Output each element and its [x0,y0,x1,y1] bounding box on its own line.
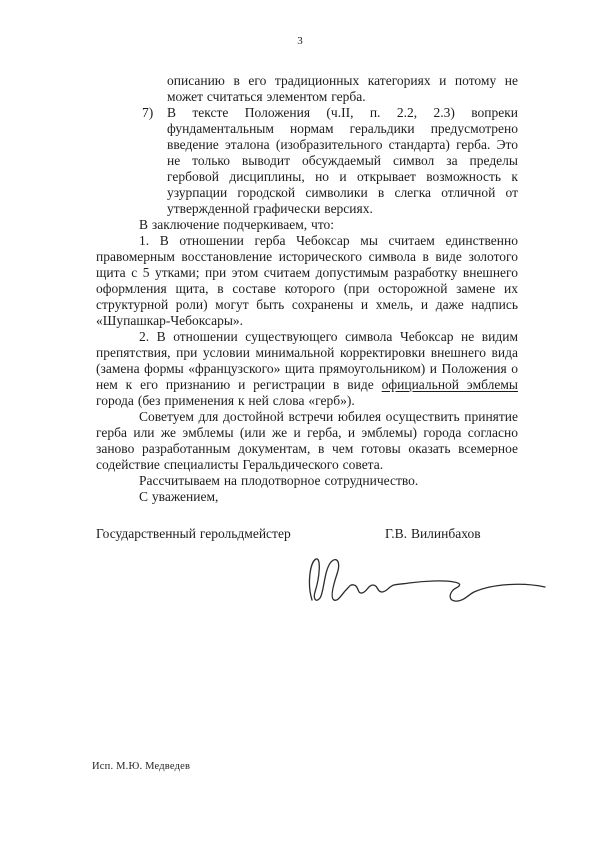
paragraph-2-before: 2. В отношении существующего символа Чебоксар не видим препятствия, при условии минимальной корректировки внешнего вида (замена формы «французского» щита прямоугольником) и Положения о нем к его признанию и регистрации в виде [96,329,518,392]
underlined-phrase: официальной эмблемы [381,377,518,392]
footer-executor: Исп. М.Ю. Медведев [92,761,191,772]
signature-title: Государственный герольдмейстер [96,526,291,541]
list-item-7-text: В тексте Положения (ч.II, п. 2.2, 2.3) вопреки фундаментальным нормам геральдики предусмотрено введение эталона (изобразительного стандарта) герба. Это не только выводит обсуждаемый символ за пределы гербовой дисциплины, но и открывает возможность к узурпации городской символики в слегка отличной от утвержденной графически версиях. [167,105,518,216]
handwritten-signature-image [304,554,549,606]
signature-stroke [309,559,545,601]
paragraph-2-after: города (без применения к ней слова «герб»). [96,393,355,408]
letter-body [96,73,518,542]
list-item-7 [142,105,518,217]
page-number: 3 [297,35,303,47]
list-item-6-continuation: описанию в его традиционных категориях и потому не может считаться элементом герба. [167,73,518,104]
paragraph-2 [96,329,518,409]
paragraph-3: Советуем для достойной встречи юбилея осуществить принятие герба или же эмблемы (или же и герба, и эмблемы) города согласно заново разработанным документам, в чем готовы оказать всемерное содействие специалисты Геральдического совета. [96,409,518,472]
signature-name: Г.В. Вилинбахов [385,526,481,541]
list-item-7-marker: 7) [142,105,154,120]
paragraph-4: Рассчитываем на плодотворное сотрудничество. [139,473,419,488]
signature-row [96,526,518,542]
conclusion-intro: В заключение подчеркиваем, что: [139,217,335,232]
numbered-list-block [142,73,518,217]
paragraph-1: 1. В отношении герба Чебоксар мы считаем единственно правомерным восстановление исторического символа в виде золотого щита с 5 утками; при этом считаем допустимым разработку внешнего оформления щита, в составе которого (при осторожной замене их структурной роли) могут быть сохранены и хмель, и даже надпись «Шупашкар-Чебоксары». [96,233,518,328]
closing-salutation: С уважением, [139,489,219,504]
